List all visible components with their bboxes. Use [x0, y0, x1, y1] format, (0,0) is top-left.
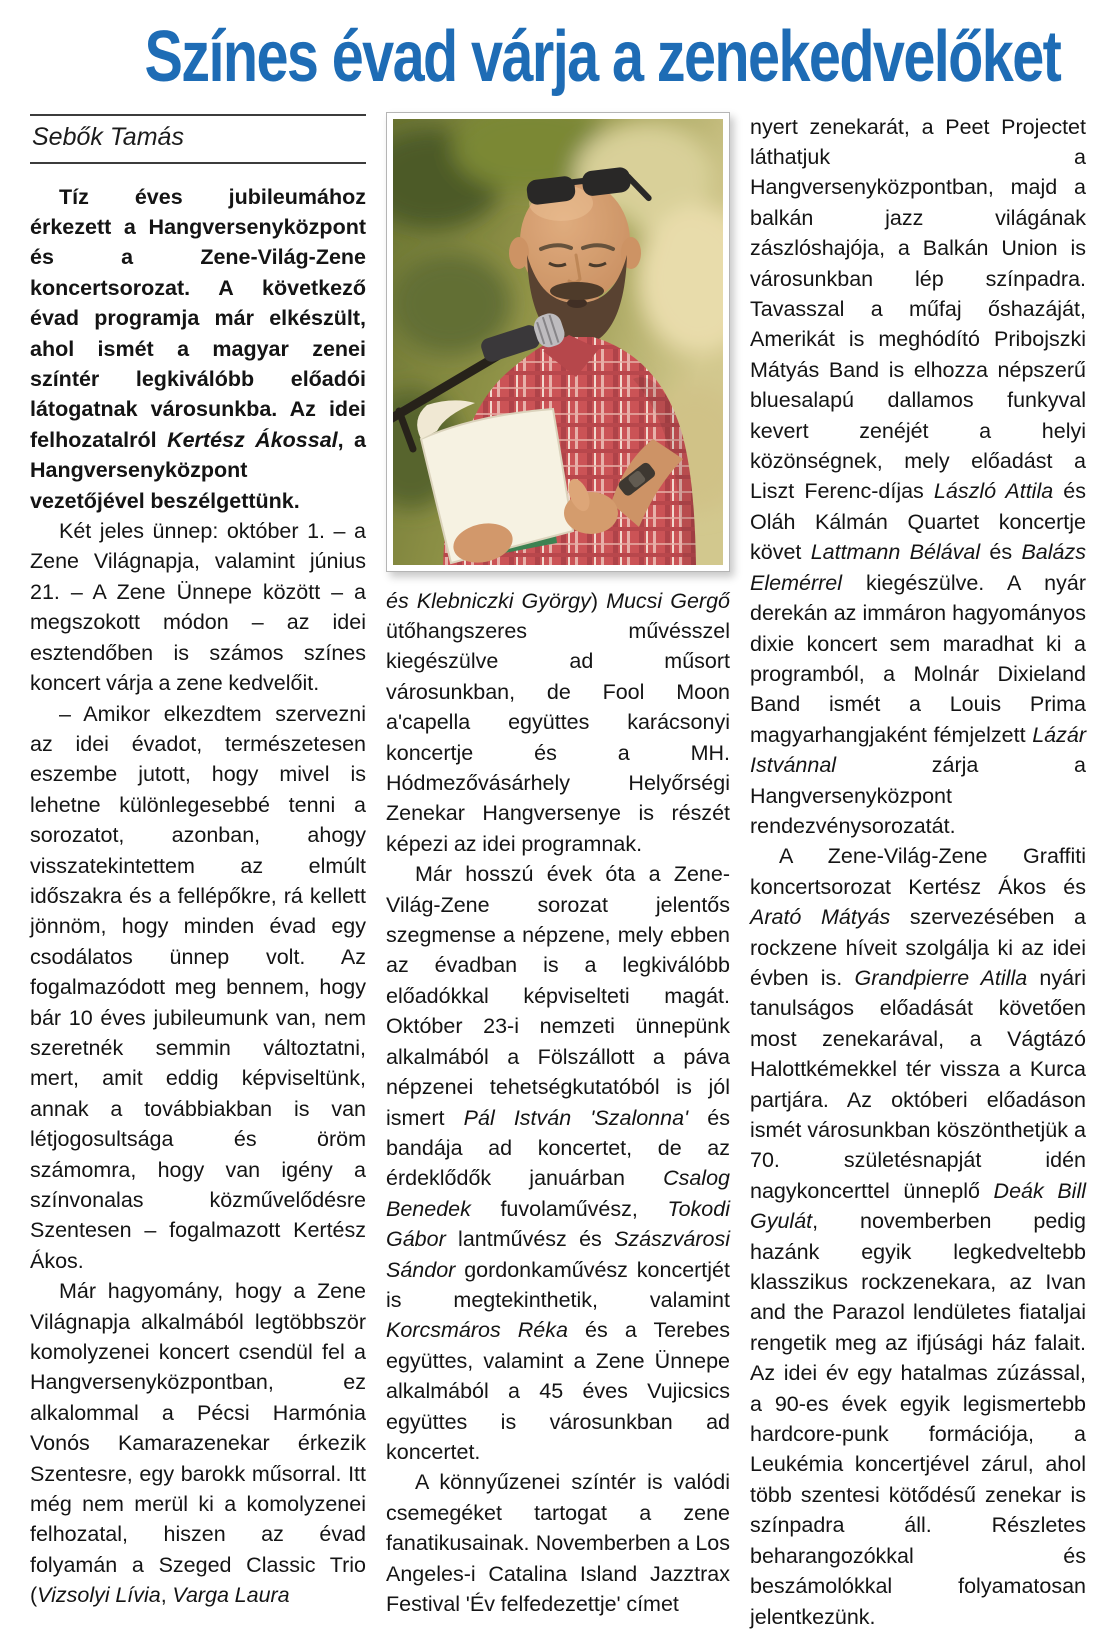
paragraph: A könnyűzenei színtér is valódi csemegéket tartogat a zene fanatikusainak. Novemberben a Los Angeles-i Catalina Island Jazztrax Festival 'Év felfedezettje' címet	[386, 1470, 730, 1616]
column-1	[30, 112, 366, 1611]
article-photo-frame	[386, 112, 730, 572]
author-name: Sebők Tamás	[32, 122, 184, 151]
article-title	[30, 17, 1086, 97]
column-2	[386, 112, 730, 1620]
paragraph: A Zene-Világ-Zene Graffiti koncertsorozat Kertész Ákos és Arató Mátyás szervezésében a rockzene híveit szolgálja ki az idei évben is. Grandpierre Atilla nyári tanulságos előadását követően most zenekarával, a Vágtázó Halottkémekkel tér vissza a Kurca partjára. Az októberi előadáson ismét városunkban köszönthetjük a 70. születésnapját idén nagykoncerttel ünneplő Deák Bill Gyulát, novemberben pedig hazánk egyik legkedveltebb klasszikus rockzenekara, az Ivan and the Parazol lendületes fiataljai rengetik meg az ifjúsági ház falait. Az idei év egy hatalmas zúzással, a 90-es évek egyik legismertebb hardcore-punk formációja, a Leukémia koncertjével zárul, ahol több szentesi kötődésű zenekar is színpadra áll. Részletes beharangozókkal és beszámolókkal folyamatosan jelentkezünk.	[750, 844, 1086, 1629]
paragraph: nyert zenekarát, a Peet Projectet láthatjuk a Hangversenyközpontban, majd a balkán jazz világának zászlóshajója, a Balkán Union is városunkban lép színpadra. Tavasszal a műfaj őshazáját, Amerikát is meghódító Pribojszki Mátyás Band is elhozza népszerű bluesalapú dallamos funkyval kevert zenéjét a helyi közönségnek, mely előadást a Liszt Ferenc-díjas László Attila és Oláh Kálmán Quartet koncertje követ Lattmann Bélával és Balázs Elemérrel kiegészülve. A nyár derekán az immáron hagyományos dixie koncert sem maradhat ki a programból, a Molnár Dixieland Band ismét a Louis Prima magyarhangjaként fémjelzett Lázár Istvánnal zárja a Hangversenyközpont rendezvénysorozatát.	[750, 114, 1087, 838]
speaker-photo-illustration	[393, 119, 723, 565]
paragraph: Két jeles ünnep: október 1. – a Zene Világnapja, valamint június 21. – A Zene Ünnepe között – a megszokott módon – az idei esztendőben is számos színes koncert várja a zene kedvelőit.	[30, 519, 366, 696]
article-columns	[30, 112, 1086, 1632]
article-title-text: Színes évad várja a zenekedvelőket	[144, 17, 1061, 97]
sunlight-overlay	[393, 119, 723, 565]
paragraph: Tíz éves jubileumához érkezett a Hangversenyközpont és a Zene-Világ-Zene koncertsorozat. A következő évad programja már elkészült, ahol ismét a magyar zenei színtér legkiválóbb előadói látogatnak városunkba. Az idei felhozatalról Kertész Ákossal, a Hangversenyközpont vezetőjével beszélgettünk.	[30, 184, 366, 513]
column-2-text	[386, 586, 730, 1620]
column-3-text	[750, 112, 1086, 1632]
byline	[30, 114, 366, 164]
column-3	[750, 112, 1086, 1632]
column-1-text	[30, 182, 366, 1611]
paragraph: – Amikor elkezdtem szervezni az idei évadot, természetesen eszembe jutott, hogy mivel is lehetne különlegesebbé tenni a sorozatot, azonban, ahogy visszatekintettem az elmúlt időszakra és a fellépőkre, rá kellett jönnöm, hogy minden évad egy csodálatos ünnep volt. Az fogalmazódott meg bennem, hogy bár 10 éves jubileumunk van, nem szeretnék semmin változtatni, mert, amit eddig képviseltünk, annak a továbbiakban is van létjogosultsága és öröm számomra, hogy van igény a színvonalas közművelődésre Szentesen – fogalmazott Kertész Ákos.	[30, 701, 366, 1273]
paragraph: és Klebniczki György) Mucsi Gergő ütőhangszeres művésszel kiegészülve ad műsort városunkban, de Fool Moon a'capella együttes karácsonyi koncertje és a MH. Hódmezővásárhely Helyőrségi Zenekar Hangversenye is részét képezi az idei programnak.	[386, 588, 730, 856]
paragraph: Már hosszú évek óta a Zene-Világ-Zene sorozat jelentős szegmense a népzene, mely ebben az évadban is a legkiválóbb előadókkal képviselteti magát. Október 23-i nemzeti ünnepünk alkalmából a Fölszállott a páva népzenei tehetségkutatóból is jól ismert Pál István 'Szalonna' és bandája ad koncertet, de az érdeklődők januárban Csalog Benedek fuvolaművész, Tokodi Gábor lantművész és Szászvárosi Sándor gordonkaművész koncertjét is megtekinthetik, valamint Korcsmáros Réka és a Terebes együttes, valamint a Zene Ünnepe alkalmából a 45 éves Vujicsics együttes is városunkban ad koncertet.	[386, 862, 730, 1464]
paragraph: Már hagyomány, hogy a Zene Világnapja alkalmából legtöbbször komolyzenei koncert csendül fel a Hangversenyközpontban, ez alkalommal a Pécsi Harmónia Vonós Kamarazenekar érkezik Szentesre, egy barokk műsorral. Itt még nem merül ki a komolyzenei felhozatal, hiszen az évad folyamán a Szeged Classic Trio (Vizsolyi Lívia, Varga Laura	[30, 1279, 366, 1608]
